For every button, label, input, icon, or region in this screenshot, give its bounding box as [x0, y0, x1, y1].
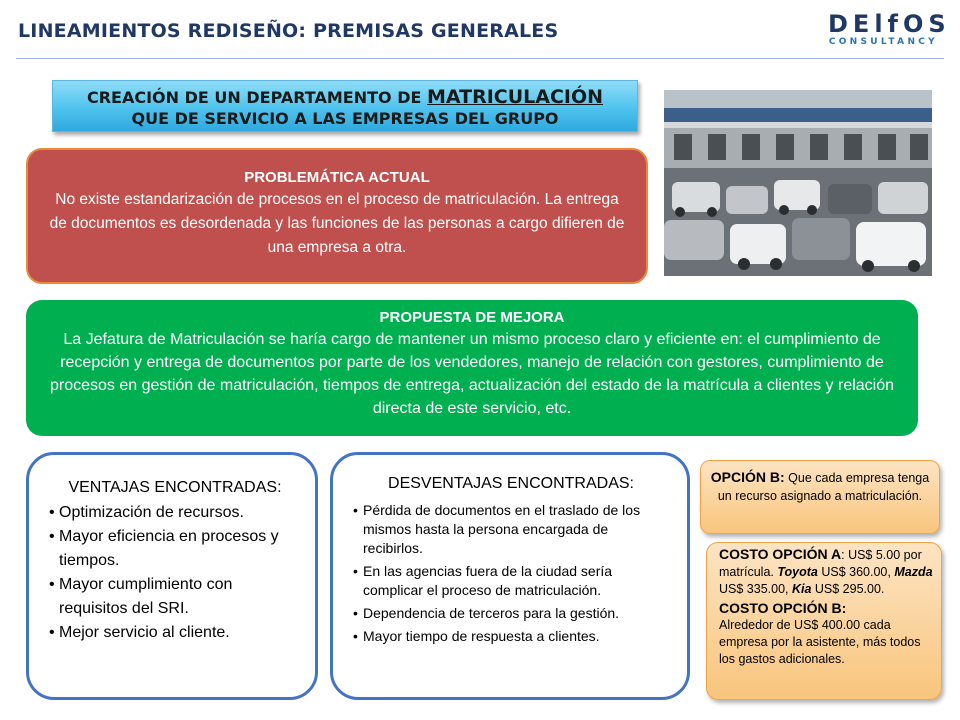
logo-main-text: DElfOS: [828, 10, 951, 38]
disadvantages-heading: DESVENTAJAS ENCONTRADAS:: [388, 475, 634, 492]
list-item: • Pérdida de documentos en el traslado de los mismos hasta la persona encargada de recibirlos.: [353, 501, 669, 558]
proposal-heading: PROPUESTA DE MEJORA: [379, 309, 565, 326]
list-item: • Mayor tiempo de respuesta a clientes.: [353, 627, 669, 646]
parking-lot-illustration: [664, 90, 932, 276]
cost-box: [706, 542, 942, 700]
advantages-list: [49, 501, 301, 645]
parking-lot-photo: [664, 90, 932, 276]
logo-sub-text: CONSULTANCY: [828, 37, 938, 47]
cost-a-text-2: US$ 360.00,: [817, 565, 895, 579]
option-b-label: OPCIÓN B:: [710, 469, 785, 485]
list-item: • Dependencia de terceros para la gestión.: [353, 604, 669, 623]
page-title: LINEAMIENTOS REDISEÑO: PREMISAS GENERALES: [18, 20, 559, 42]
list-item: • Optimización de recursos.: [49, 501, 301, 525]
header-divider: [16, 58, 944, 59]
option-b-text: Que cada empresa tenga un recurso asignado a matriculación.: [717, 471, 930, 503]
cost-a-text-1: : US$ 5.00 por matrícula.: [719, 548, 922, 579]
list-item: • Mejor servicio al cliente.: [49, 621, 301, 645]
disadvantages-list: [353, 501, 669, 646]
department-title-box: [52, 80, 638, 132]
advantages-box: [26, 452, 318, 700]
brand-toyota: Toyota: [777, 565, 818, 579]
problem-text: No existe estandarización de procesos en el proceso de matriculación. La entrega de documentos es desordenada y las funciones de las personas a cargo difieren de una empresa a otra.: [49, 191, 625, 256]
advantages-heading: VENTAJAS ENCONTRADAS:: [68, 479, 282, 496]
list-item: • Mayor eficiencia en procesos y tiempos.: [49, 525, 301, 573]
title-prefix: CREACIÓN DE UN DEPARTAMENTO DE: [86, 88, 427, 107]
title-highlight: MATRICULACIÓN: [426, 86, 604, 108]
disadvantages-box: [330, 452, 690, 700]
cost-b-label: COSTO OPCIÓN B:: [719, 600, 847, 616]
brand-kia: Kia: [791, 582, 812, 596]
list-item: • Mayor cumplimiento con requisitos del SRI.: [49, 573, 301, 621]
cost-a-text-3: US$ 335.00,: [719, 582, 792, 596]
problem-heading: PROBLEMÁTICA ACTUAL: [244, 169, 430, 186]
company-logo: [828, 10, 951, 48]
list-item: • En las agencias fuera de la ciudad sería complicar el proceso de matriculación.: [353, 562, 669, 600]
cost-option-a: [719, 546, 933, 598]
proposal-text: La Jefatura de Matriculación se haría cargo de mantener un mismo proceso claro y eficiente en: el cumplimiento de recepción y entrega de documentos por parte de los vendedores, manejo de relación con gestores, cumplimiento de procesos en gestión de matriculación, tiempos de entrega, actualización del estado de la matrícula a clientes y relación directa de este servicio, etc.: [49, 331, 895, 417]
problem-box: [26, 148, 648, 284]
cost-a-text-4: US$ 295.00.: [811, 582, 885, 596]
title-line-2: QUE DE SERVICIO A LAS EMPRESAS DEL GRUPO: [131, 109, 559, 128]
title-line-1: [53, 86, 637, 109]
cost-a-label: COSTO OPCIÓN A: [719, 546, 842, 562]
option-b-box: [700, 460, 940, 534]
proposal-box: [26, 300, 918, 436]
cost-b-text: Alrededor de US$ 400.00 cada empresa por la asistente, más todos los gastos adicionales.: [719, 618, 921, 666]
brand-mazda: Mazda: [894, 565, 933, 579]
